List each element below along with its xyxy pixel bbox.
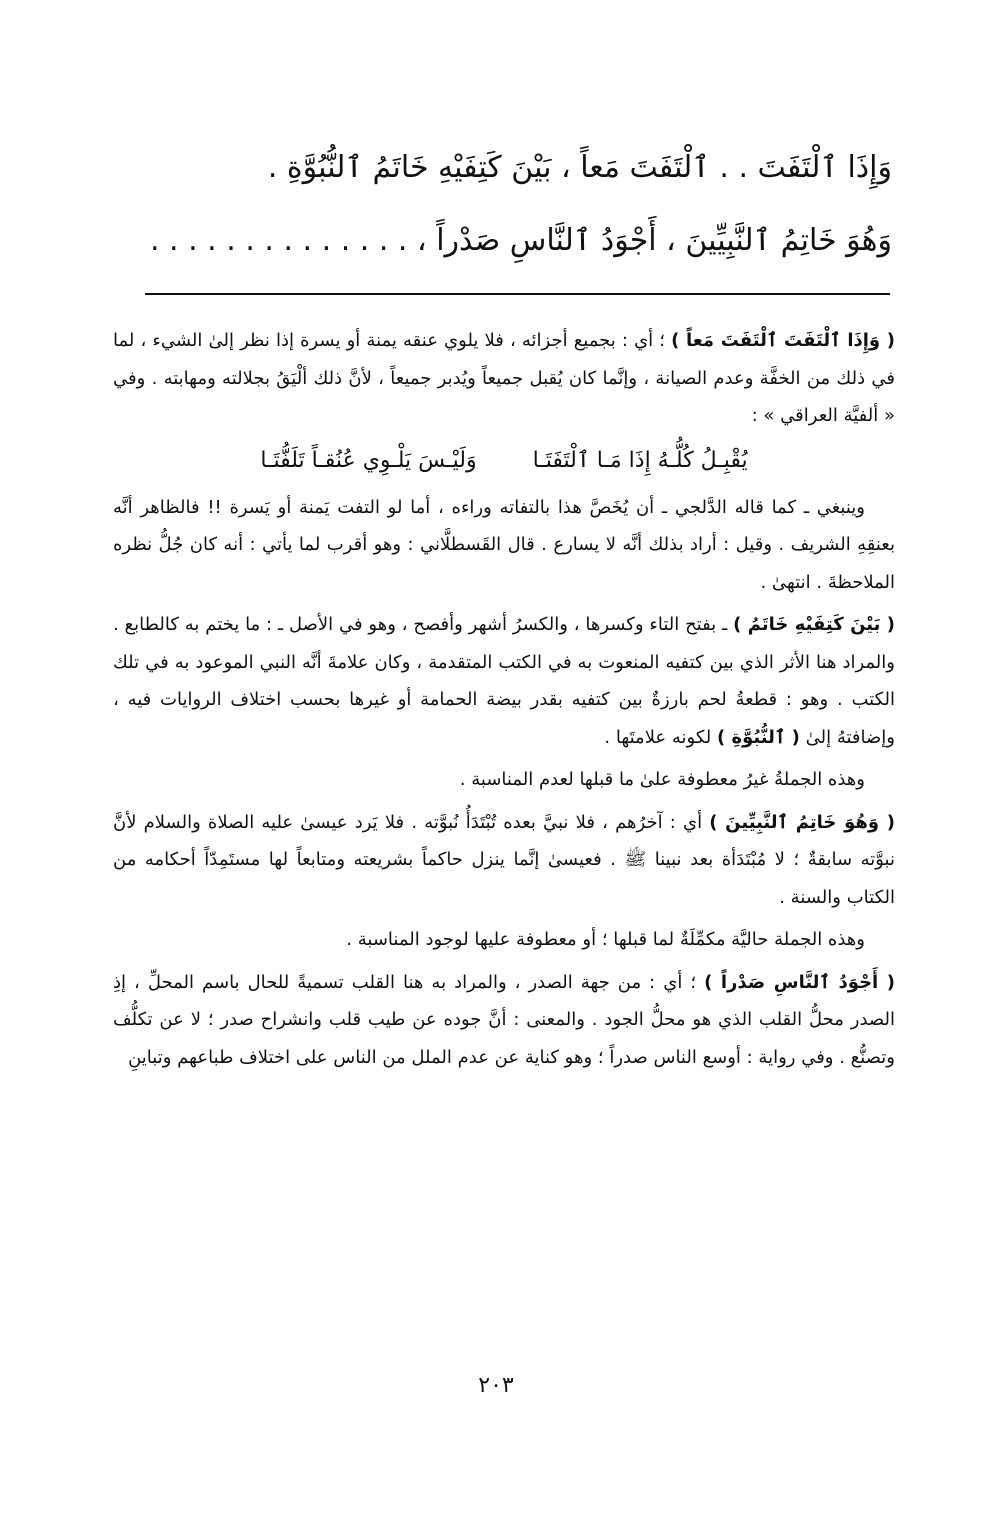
commentary-text: ؛ أي : من جهة الصدر ، والمراد به هنا القلب تسميةً للحال باسم المحلِّ ، إذِ الصدر محلُّ القلب الذي هو محلُّ الجود . والمعنى : أنَّ جوده عن طيب قلب وانشراح صدر ؛ لا عن تكلُّف وتصنُّع . وفي رواية : أوسع الناس صدراً ؛ وهو كناية عن عدم الملل من الناس على اختلاف طباعهم وتباينِ bbox=[113, 971, 895, 1068]
matn-line-2: وَهُوَ خَاتِمُ ٱلنَّبِيِّينَ ، أَجْوَدُ ٱلنَّاسِ صَدْراً ، . . . . . . . . . . . . . . bbox=[149, 223, 892, 258]
lemma-bayna-katifayhi: ( بَيْنَ كَتِفَيْهِ خَاتَمُ ) bbox=[733, 614, 895, 635]
commentary-text: ؛ أي : بجميع أجزائه ، فلا يلوي عنقه يمنة أو يسرة إذا نظر إلىٰ الشيء ، لما في ذلك من الخفَّة وعدم الصيانة ، وإنَّما كان يُقبل جميعاً ويُدبر جميعاً ، لأنَّ ذلك ألْيَقُ بجلالته ومهابته . وفي « ألفيَّة العراقي » : bbox=[113, 330, 895, 426]
commentary-paragraph-6: وهذه الجملة حاليَّة مكمِّلَةٌ لما قبلها ؛ أو معطوفة عليها لوجود المناسبة . bbox=[346, 929, 865, 950]
lemma-an-nubuwwa: ( ٱلنُّبُوَّةِ ) bbox=[717, 726, 800, 748]
commentary-text: ـ بفتح التاء وكسرها ، والكسرُ أشهر وأفصح ، وهو في الأصل ـ : ما يختم به كالطابع . والمراد هنا الأثر الذي بين كتفيه المنعوت به في الكتب المتقدمة ، وكان علامةَ أنَّه النبي الموعود به في تلك الكتب . وهو : قطعةُ لحم بارزةٌ بين كتفيه بقدر بيضة الحمامة أو غيرها بحسب اختلاف الروايات فيه ، وإضافتهُ إلىٰ bbox=[113, 614, 895, 748]
verse-second-hemistich: وَلَيْـسَ يَلْـوِي عُنُقـاً تَلَفُّتَـا bbox=[260, 447, 477, 473]
poetry-verse bbox=[113, 439, 895, 483]
lemma-wa-idha-iltafata: ( وَإِذَا ٱلْتَفَتَ ٱلْتَفَتَ مَعاً ) bbox=[671, 330, 895, 351]
commentary-paragraph-4: وهذه الجملةُ غيرُ معطوفة علىٰ ما قبلها لعدم المناسبة . bbox=[459, 769, 865, 790]
commentary-text: أي : آخرُهم ، فلا نبيَّ بعده تُبْتَدَأُ نُبوَّته . فلا يَرد عيسىٰ عليه الصلاة والسلام لأنَّ نبوَّته سابقةٌ ؛ لا مُبْتَدَأة بعد نبينا ﷺ . فعيسىٰ إنَّما ينزل حاكماً بشريعته ومتابعاً لها مستَمِدّاً أحكامه من الكتاب والسنة . bbox=[113, 811, 895, 908]
matn-line-1: وَإِذَا ٱلْتَفَتَ . . ٱلْتَفَتَ مَعاً ، بَيْنَ كَتِفَيْهِ خَاتَمُ ٱلنُّبُوَّةِ . bbox=[267, 150, 892, 185]
verse-first-hemistich: يُقْبِـلُ كُلُّـهُ إِذَا مَـا ٱلْتَفَتَـا bbox=[532, 447, 748, 473]
footnote-divider bbox=[145, 293, 890, 295]
commentary bbox=[113, 322, 895, 1076]
commentary-paragraph-5 bbox=[113, 804, 895, 917]
commentary-paragraph-7 bbox=[113, 964, 895, 1077]
commentary-paragraph-1 bbox=[113, 322, 895, 435]
lemma-ajwad-an-nas: ( أَجْوَدُ ٱلنَّاسِ صَدْراً ) bbox=[704, 971, 895, 993]
commentary-text: لكونه علامتَها . bbox=[604, 726, 717, 748]
commentary-paragraph-2: وينبغي ـ كما قاله الدَّلجي ـ أن يُخَصَّ هذا بالتفاته وراءه ، أما لو التفت يَمنة أو يَسرة !! فالظاهر أنَّه بعنقِهِ الشريف . وقيل : أراد بذلك أنَّه لا يسارع . قال القَسطلَّاني : وهو أقرب لما يأتي : أنه كان جُلُّ نظره الملاحظةَ . انتهىٰ . bbox=[113, 496, 895, 593]
lemma-khatim-an-nabiyyin: ( وَهُوَ خَاتِمُ ٱلنَّبِيِّينَ ) bbox=[709, 811, 895, 833]
page-number: ٢٠٣ bbox=[478, 1373, 514, 1398]
commentary-paragraph-3 bbox=[113, 606, 895, 756]
